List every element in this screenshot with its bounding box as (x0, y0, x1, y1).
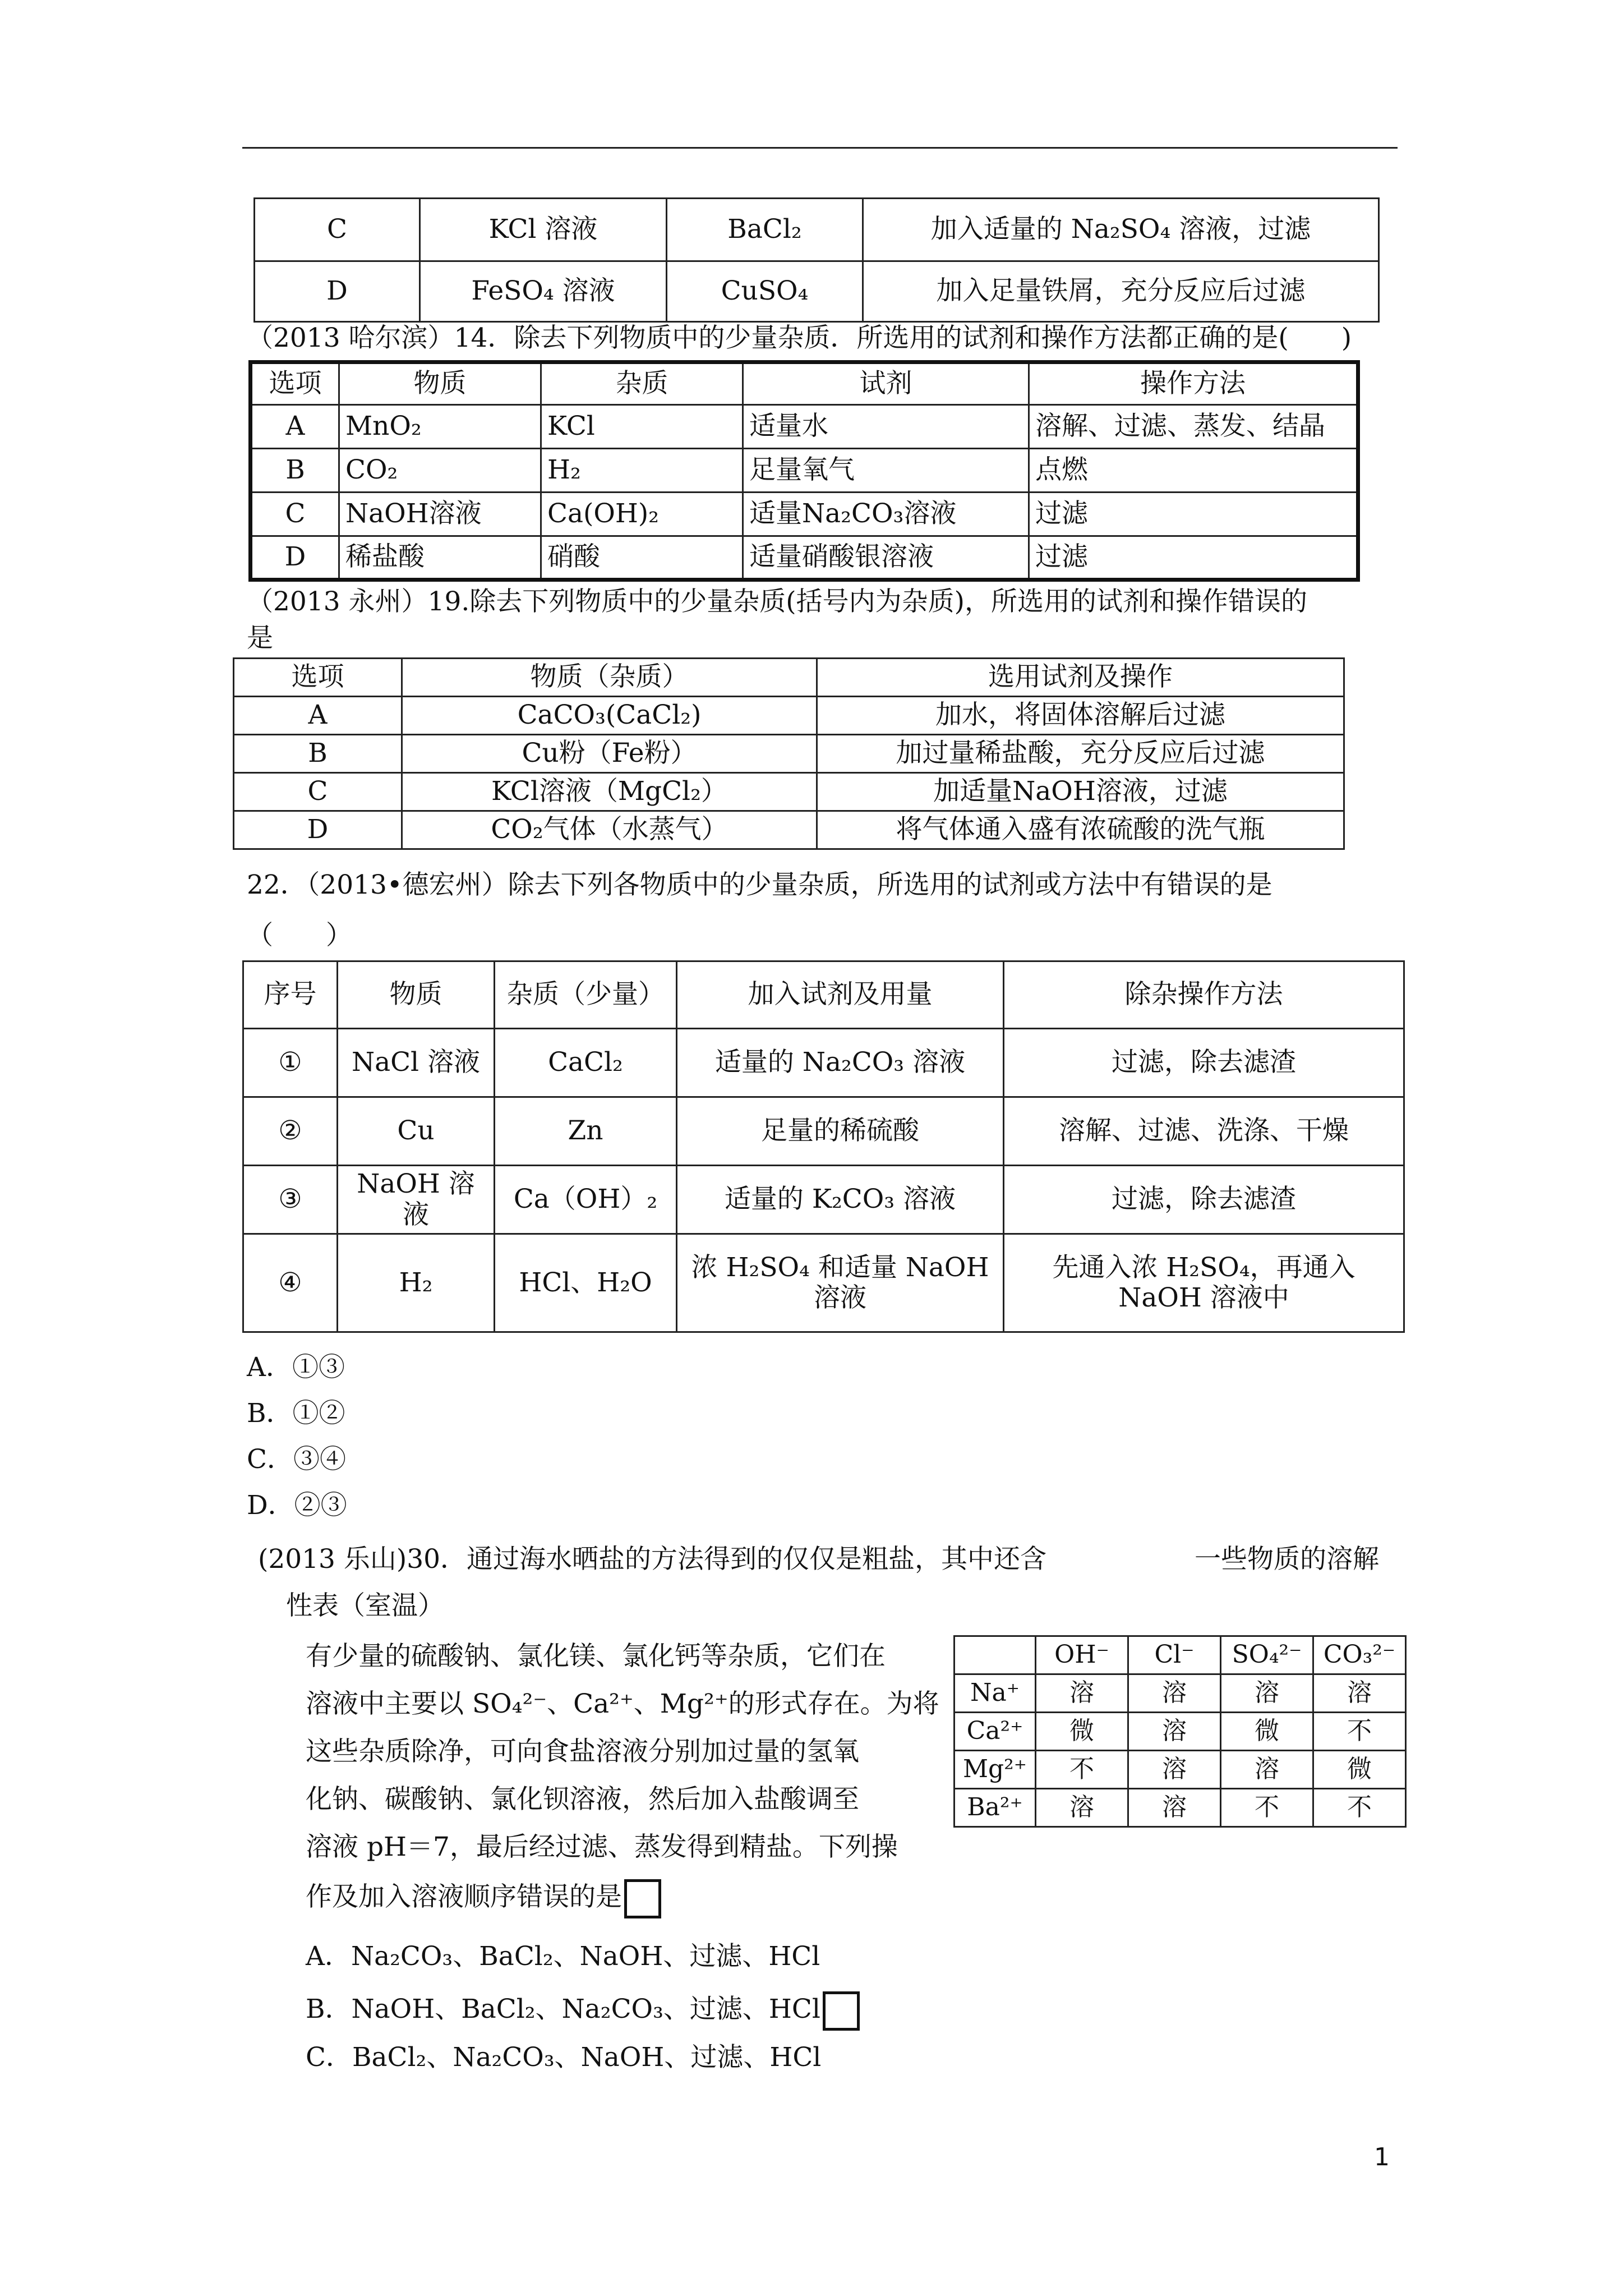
cell: 过滤 (1029, 493, 1358, 536)
q30-para-line1: 有少量的硫酸钠、氯化镁、氯化钙等杂质，它们在 (306, 1641, 886, 1672)
cell: 稀盐酸 (339, 536, 541, 580)
cell: CO₂气体（水蒸气） (402, 811, 817, 849)
answer-box (624, 1879, 661, 1918)
q30-para-line5: 溶液 pH＝7，最后经过滤、蒸发得到精盐。下列操 (306, 1832, 898, 1862)
q30-para-line2: 溶液中主要以 SO₄²⁻、Ca²⁺、Mg²⁺的形式存在。为将 (306, 1688, 939, 1719)
cell: MnO₂ (339, 405, 541, 449)
cell: 适量Na₂CO₃溶液 (743, 493, 1029, 536)
cell: 适量硝酸银溶液 (743, 536, 1029, 580)
cell: 加适量NaOH溶液，过滤 (817, 773, 1344, 811)
cell: D (255, 261, 420, 322)
table-row (251, 536, 1358, 580)
header-cell: 序号 (243, 961, 338, 1029)
header-cell: 物质 (339, 362, 541, 405)
header-cell: CO₃²⁻ (1313, 1636, 1406, 1674)
cell: 溶 (1128, 1713, 1221, 1751)
cell: 微 (1313, 1751, 1406, 1789)
header-cell (955, 1636, 1036, 1674)
cell: CaCO₃(CaCl₂) (402, 697, 817, 735)
table-row (251, 493, 1358, 536)
cell: FeSO₄ 溶液 (420, 261, 667, 322)
table-row (251, 449, 1358, 493)
cell: NaOH溶液 (339, 493, 541, 536)
table-header-row (234, 659, 1344, 697)
cell: D (234, 811, 402, 849)
cell: 过滤，除去滤渣 (1004, 1166, 1404, 1234)
cell: Ca²⁺ (955, 1713, 1036, 1751)
q30-option-a: A．Na₂CO₃、BaCl₂、NaOH、过滤、HCl (306, 1941, 820, 1972)
cell: 溶解、过滤、洗涤、干燥 (1004, 1097, 1404, 1166)
cell: 足量的稀硫酸 (677, 1097, 1004, 1166)
cell: Cu (338, 1097, 495, 1166)
q14-table (248, 360, 1360, 582)
table-row (243, 1166, 1404, 1234)
cell: 不 (1313, 1789, 1406, 1827)
cell: Cu粉（Fe粉） (402, 735, 817, 773)
table-top (253, 197, 1380, 323)
solubility-table (953, 1635, 1407, 1828)
table-row (234, 773, 1344, 811)
table-row (255, 261, 1379, 322)
cell: C (255, 199, 420, 261)
cell: KCl 溶液 (420, 199, 667, 261)
q30-para-line6 (306, 1879, 661, 1918)
cell: Mg²⁺ (955, 1751, 1036, 1789)
cell: 将气体通入盛有浓硫酸的洗气瓶 (817, 811, 1344, 849)
cell: KCl (541, 405, 743, 449)
cell: ③ (243, 1166, 338, 1234)
q22-option-a: A．①③ (247, 1352, 345, 1383)
table-row (251, 405, 1358, 449)
cell: 加过量稀盐酸，充分反应后过滤 (817, 735, 1344, 773)
header-cell: 除杂操作方法 (1004, 961, 1404, 1029)
header-cell: Cl⁻ (1128, 1636, 1221, 1674)
solubility-table-title-2: 性表（室温） (286, 1590, 444, 1621)
q22-option-d: D．②③ (247, 1490, 347, 1521)
q30-option-b-text: B．NaOH、BaCl₂、Na₂CO₃、过滤、HCl (306, 1994, 820, 2024)
header-cell: 加入试剂及用量 (677, 961, 1004, 1029)
cell: 微 (1221, 1713, 1313, 1751)
cell: CuSO₄ (667, 261, 863, 322)
solubility-table-title-1: 一些物质的溶解 (1195, 1544, 1379, 1575)
header-cell: 操作方法 (1029, 362, 1358, 405)
cell: BaCl₂ (667, 199, 863, 261)
table-row (255, 199, 1379, 261)
q30-para-line4: 化钠、碳酸钠、氯化钡溶液，然后加入盐酸调至 (306, 1784, 859, 1815)
cell: 溶 (1128, 1674, 1221, 1713)
header-cell: SO₄²⁻ (1221, 1636, 1313, 1674)
q22-option-c: C．③④ (247, 1444, 346, 1475)
table-row (955, 1789, 1406, 1827)
cell: 微 (1036, 1713, 1128, 1751)
cell: A (234, 697, 402, 735)
cell: 溶 (1221, 1674, 1313, 1713)
cell: CO₂ (339, 449, 541, 493)
cell: 不 (1221, 1789, 1313, 1827)
cell: 不 (1313, 1713, 1406, 1751)
q30-stem-line1: (2013 乐山)30．通过海水晒盐的方法得到的仅仅是粗盐，其中还含 (258, 1544, 1047, 1575)
cell: A (251, 405, 339, 449)
cell: CaCl₂ (495, 1029, 677, 1097)
cell: Na⁺ (955, 1674, 1036, 1713)
cell: 适量的 Na₂CO₃ 溶液 (677, 1029, 1004, 1097)
cell: 硝酸 (541, 536, 743, 580)
cell: 足量氧气 (743, 449, 1029, 493)
cell: 加入足量铁屑，充分反应后过滤 (863, 261, 1379, 322)
cell: 不 (1036, 1751, 1128, 1789)
cell: Ca（OH）₂ (495, 1166, 677, 1234)
cell: 溶解、过滤、蒸发、结晶 (1029, 405, 1358, 449)
table-header-row (243, 961, 1404, 1029)
cell: 溶 (1128, 1789, 1221, 1827)
cell: NaCl 溶液 (338, 1029, 495, 1097)
q30-para-line3: 这些杂质除净，可向食盐溶液分别加过量的氢氧 (306, 1736, 859, 1767)
q22-table (242, 960, 1405, 1333)
header-rule (242, 147, 1398, 149)
cell: Ba²⁺ (955, 1789, 1036, 1827)
q22-option-b: B．①② (247, 1398, 345, 1429)
cell: C (234, 773, 402, 811)
cell: D (251, 536, 339, 580)
header-cell: 试剂 (743, 362, 1029, 405)
table-row (243, 1029, 1404, 1097)
header-cell: 物质 (338, 961, 495, 1029)
q30-option-c: C．BaCl₂、Na₂CO₃、NaOH、过滤、HCl (306, 2042, 822, 2073)
table-row (234, 735, 1344, 773)
cell: NaOH 溶液 (338, 1166, 495, 1234)
cell: HCl、H₂O (495, 1234, 677, 1332)
table-row (955, 1713, 1406, 1751)
header-cell: OH⁻ (1036, 1636, 1128, 1674)
cell: 溶 (1128, 1751, 1221, 1789)
cell: Ca(OH)₂ (541, 493, 743, 536)
cell: 适量的 K₂CO₃ 溶液 (677, 1166, 1004, 1234)
cell: C (251, 493, 339, 536)
cell: Zn (495, 1097, 677, 1166)
cell: B (251, 449, 339, 493)
header-cell: 选项 (234, 659, 402, 697)
q22-stem: 22．（2013•德宏州）除去下列各物质中的少量杂质，所选用的试剂或方法中有错误的是 (247, 869, 1272, 900)
q30-option-b (306, 1991, 860, 2031)
cell: KCl溶液（MgCl₂） (402, 773, 817, 811)
cell: 加入适量的 Na₂SO₄ 溶液，过滤 (863, 199, 1379, 261)
cell: 溶 (1036, 1674, 1128, 1713)
q19-stem-line2: 是 (247, 623, 273, 654)
table-row (234, 697, 1344, 735)
table-row (955, 1751, 1406, 1789)
cell: 溶 (1313, 1674, 1406, 1713)
cell: 点燃 (1029, 449, 1358, 493)
q19-table (233, 657, 1345, 850)
cell: ① (243, 1029, 338, 1097)
table-row (243, 1097, 1404, 1166)
table-row (243, 1234, 1404, 1332)
page-number: 1 (1374, 2143, 1390, 2171)
cell: 先通入浓 H₂SO₄，再通入 NaOH 溶液中 (1004, 1234, 1404, 1332)
cell: 适量水 (743, 405, 1029, 449)
header-cell: 物质（杂质） (402, 659, 817, 697)
table-row (955, 1674, 1406, 1713)
header-cell: 杂质 (541, 362, 743, 405)
table-header-row (251, 362, 1358, 405)
cell: 过滤，除去滤渣 (1004, 1029, 1404, 1097)
table-header-row (955, 1636, 1406, 1674)
header-cell: 选项 (251, 362, 339, 405)
cell: ② (243, 1097, 338, 1166)
q22-paren: （ ） (247, 920, 352, 951)
q14-stem: （2013 哈尔滨）14．除去下列物质中的少量杂质．所选用的试剂和操作方法都正确的是( ) (247, 323, 1352, 353)
q19-stem-line1: （2013 永州）19.除去下列物质中的少量杂质(括号内为杂质)，所选用的试剂和操作错误的 (247, 586, 1307, 617)
cell: B (234, 735, 402, 773)
cell: H₂ (541, 449, 743, 493)
cell: 溶 (1221, 1751, 1313, 1789)
header-cell: 杂质（少量） (495, 961, 677, 1029)
cell: 浓 H₂SO₄ 和适量 NaOH 溶液 (677, 1234, 1004, 1332)
q30-para-line6-text: 作及加入溶液顺序错误的是 (306, 1881, 622, 1912)
cell: 溶 (1036, 1789, 1128, 1827)
cell: H₂ (338, 1234, 495, 1332)
cell: 过滤 (1029, 536, 1358, 580)
cell: 加水，将固体溶解后过滤 (817, 697, 1344, 735)
cell: ④ (243, 1234, 338, 1332)
answer-box (823, 1991, 860, 2031)
table-row (234, 811, 1344, 849)
header-cell: 选用试剂及操作 (817, 659, 1344, 697)
